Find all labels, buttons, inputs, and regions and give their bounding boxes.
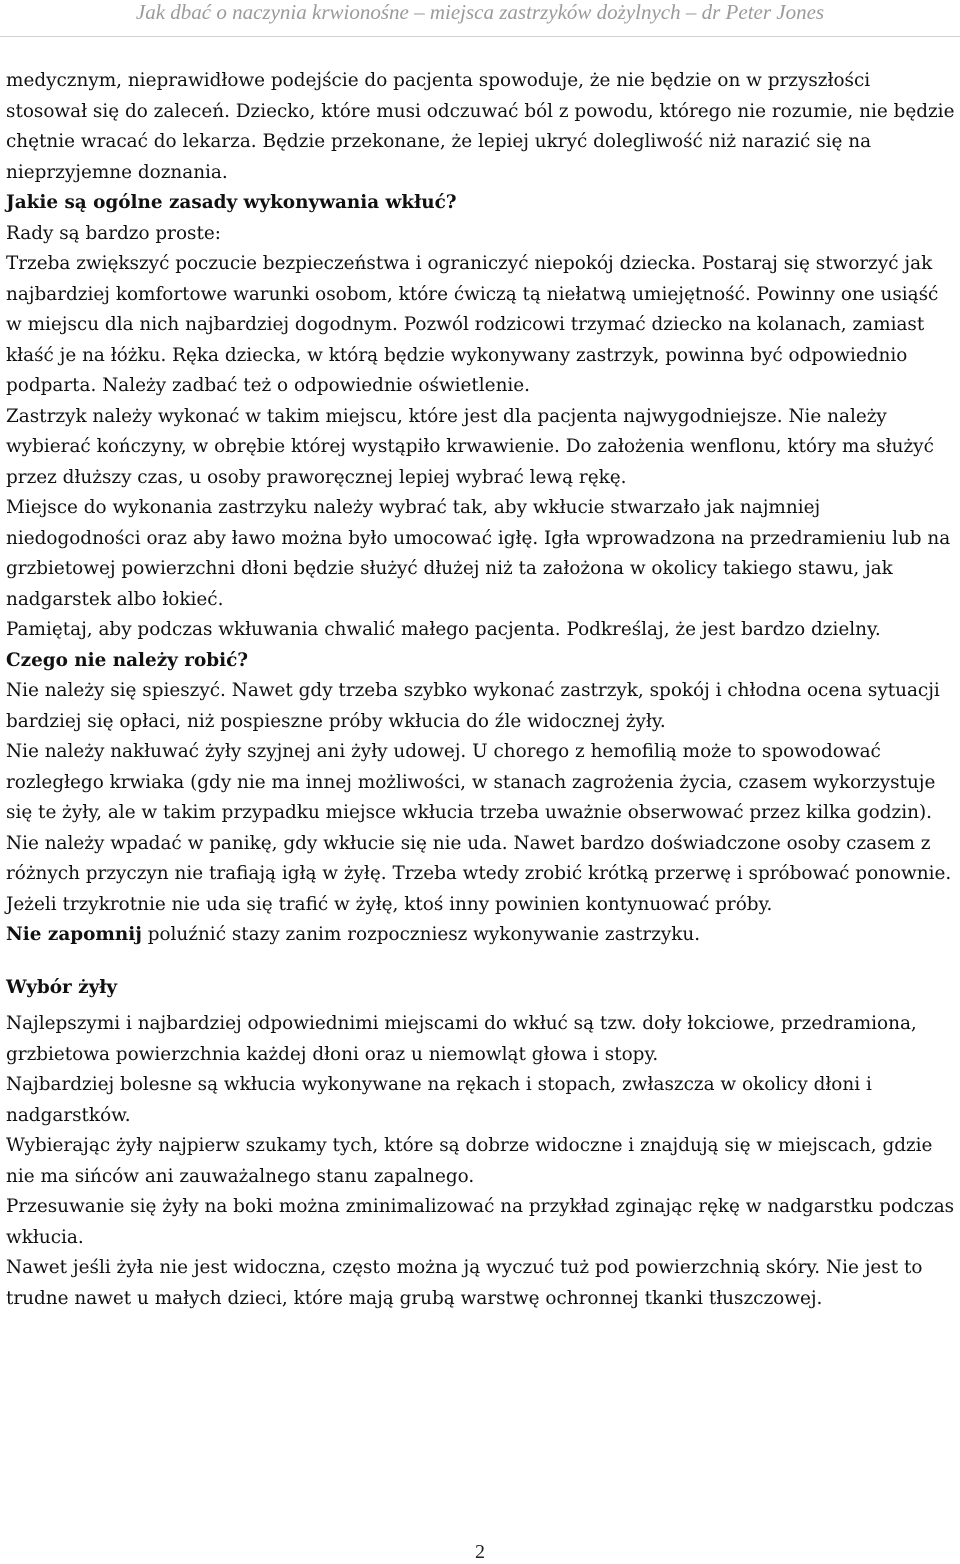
paragraph: Trzeba zwiększyć poczucie bezpieczeństwa i ograniczyć niepokój dziecka. Postaraj się stworzyć jak najbardziej komfortowe warunki osobom, które ćwiczą tą niełatwą umiejętność. Powinny one usiąść w miejscu dla nich najbardziej dogodnym. Pozwól rodzicowi trzymać dziecko na kolanach, zamiast kłaść je na łóżku. Ręka dziecka, w którą będzie wykonywany zastrzyk, powinna być odpowiednio podparta. Należy zadbać też o odpowiednie oświetlenie. — [6, 253, 939, 396]
paragraph: Nie należy się spieszyć. Nawet gdy trzeba szybko wykonać zastrzyk, spokój i chłodna ocena sytuacji bardziej się opłaci, niż pospieszne próby wkłucia do źle widocznej żyły. — [6, 680, 940, 732]
page-number: 2 — [475, 1541, 485, 1563]
paragraph: Rady są bardzo proste: — [6, 222, 221, 244]
paragraph: Wybierając żyły najpierw szukamy tych, które są dobrze widoczne i znajdują się w miejscach, gdzie nie ma sińców ani zauważalnego stanu zapalnego. — [6, 1135, 933, 1187]
paragraph: Najbardziej bolesne są wkłucia wykonywane na rękach i stopach, zwłaszcza w okolicy dłoni i nadgarstków. — [6, 1074, 872, 1126]
paragraph: Nie należy nakłuwać żyły szyjnej ani żyły udowej. U chorego z hemofilią może to spowodować rozległego krwiaka (gdy nie ma innej możliwości, w stanach zagrożenia życia, czasem wykorzystuje się te żyły, ale w takim przypadku miejsce wkłucia trzeba uważnie obserwować przez kilka godzin). — [6, 741, 936, 823]
paragraph: Najlepszymi i najbardziej odpowiednimi miejscami do wkłuć są tzw. doły łokciowe, przedramiona, grzbietowa powierzchnia każdej dłoni oraz u niemowląt głowa i stopy. — [6, 1013, 917, 1065]
section-heading: Jakie są ogólne zasady wykonywania wkłuć? — [6, 192, 457, 213]
paragraph: Przesuwanie się żyły na boki można zminimalizować na przykład zginając rękę w nadgarstku podczas wkłucia. — [6, 1196, 955, 1248]
document-body — [6, 66, 956, 1314]
paragraph: medycznym, nieprawidłowe podejście do pacjenta spowoduje, że nie będzie on w przyszłości stosował się do zaleceń. Dziecko, które musi odczuwać ból z powodu, którego nie rozumie, nie będzie chętnie wracać do lekarza. Będzie przekonane, że lepiej ukryć dolegliwość niż narazić się na nieprzyjemne doznania. — [6, 70, 955, 183]
emphasis: Nie zapomnij — [6, 924, 142, 945]
section-heading: Czego nie należy robić? — [6, 649, 249, 671]
paragraph: Nie należy wpadać w panikę, gdy wkłucie się nie uda. Nawet bardzo doświadczone osoby czasem z różnych przyczyn nie trafiają igłą w żyłę. Trzeba wtedy zrobić krótką przerwę i spróbować ponownie. Jeżeli trzykrotnie nie uda się trafić w żyłę, ktoś inny powinien kontynuować próby. — [6, 832, 952, 915]
paragraph: Nie zapomnij poluźnić stazy zanim rozpoczniesz wykonywanie zastrzyku. — [6, 924, 701, 945]
paragraph: Miejsce do wykonania zastrzyku należy wybrać tak, aby wkłucie stwarzało jak najmniej niedogodności oraz aby ławo można było umocować igłę. Igła wprowadzona na przedramieniu lub na grzbietowej powierzchni dłoni będzie służyć dłużej niż ta założona w okolicy takiego stawu, jak nadgarstek albo łokieć. — [6, 497, 951, 610]
paragraph: Pamiętaj, aby podczas wkłuwania chwalić małego pacjenta. Podkreślaj, że jest bardzo dzielny. — [6, 619, 881, 640]
paragraph: Nawet jeśli żyła nie jest widoczna, często można ją wyczuć tuż pod powierzchnią skóry. Nie jest to trudne nawet u małych dzieci, które mają grubą warstwę ochronnej tkanki tłuszczowej. — [6, 1257, 923, 1309]
section-heading: Wybór żyły — [6, 976, 118, 998]
page-header: Jak dbać o naczynia krwionośne – miejsca zastrzyków dożylnych – dr Peter Jones — [0, 0, 960, 37]
paragraph: Zastrzyk należy wykonać w takim miejscu, które jest dla pacjenta najwygodniejsze. Nie należy wybierać kończyny, w obrębie której wystąpiło krwawienie. Do założenia wenflonu, który ma służyć przez dłuższy czas, u osoby praworęcznej lepiej wybrać lewą rękę. — [6, 405, 934, 488]
